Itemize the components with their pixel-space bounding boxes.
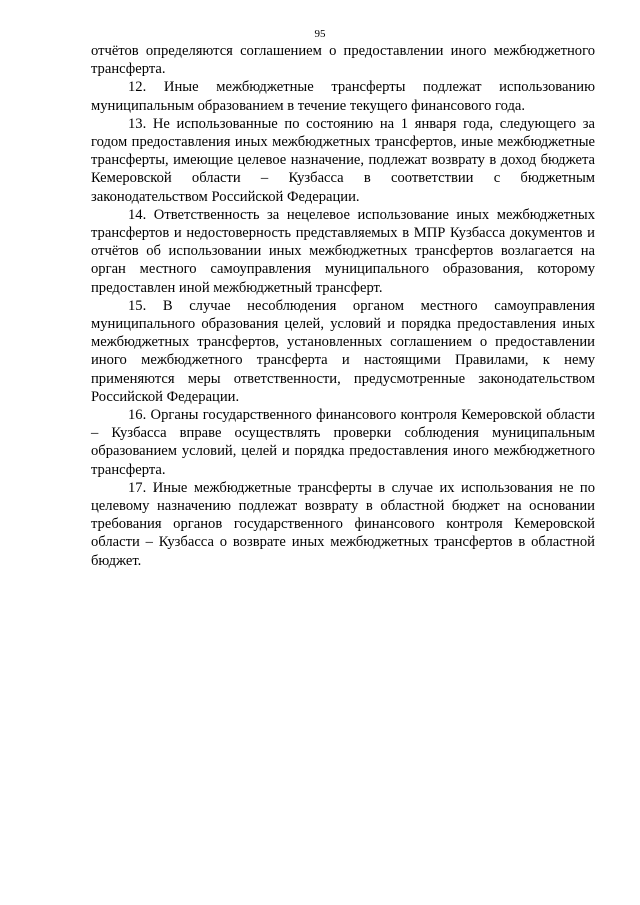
document-body — [91, 42, 595, 570]
paragraph-continuation: отчётов определяются соглашением о предоставлении иного межбюджетного трансферта. — [91, 43, 595, 78]
page-number: 95 — [314, 28, 326, 40]
paragraph-item-17: 17. Иные межбюджетные трансферты в случае их использования не по целевому назначению подлежат возврату в областной бюджет на основании требования органов государственного финансового контроля Кемеровской области – Кузбасса о возврате иных межбюджетных трансфертов в областной бюджет. — [91, 479, 595, 569]
paragraph-item-15: 15. В случае несоблюдения органом местного самоуправления муниципального образования целей, условий и порядка предоставления иных межбюджетных трансфертов, установленных соглашением о предоставлении иного межбюджетного трансферта и настоящими Правилами, к нему применяются меры ответственности, предусмотренные законодательством Российской Федерации. — [91, 297, 595, 405]
paragraph-item-14: 14. Ответственность за нецелевое использование иных межбюджетных трансфертов и недостоверность представляемых в МПР Кузбасса документов и отчётов об использовании иных межбюджетных трансфертов возлагается на орган местного самоуправления муниципального образования, которому предоставлен иной межбюджетный трансферт. — [91, 206, 595, 296]
paragraph-item-12: 12. Иные межбюджетные трансферты подлежат использованию муниципальным образованием в течение текущего финансового года. — [91, 79, 595, 114]
paragraph-item-13: 13. Не использованные по состоянию на 1 января года, следующего за годом предоставления иных межбюджетных трансфертов, иные межбюджетные трансферты, имеющие целевое назначение, подлежат возврату в доход бюджета Кемеровской области – Кузбасса в соответствии с бюджетным законодательством Российской Федерации. — [91, 115, 595, 205]
paragraph-item-16: 16. Органы государственного финансового контроля Кемеровской области – Кузбасса вправе осуществлять проверки соблюдения муниципальным образованием условий, целей и порядка предоставления иного межбюджетного трансферта. — [91, 407, 595, 478]
